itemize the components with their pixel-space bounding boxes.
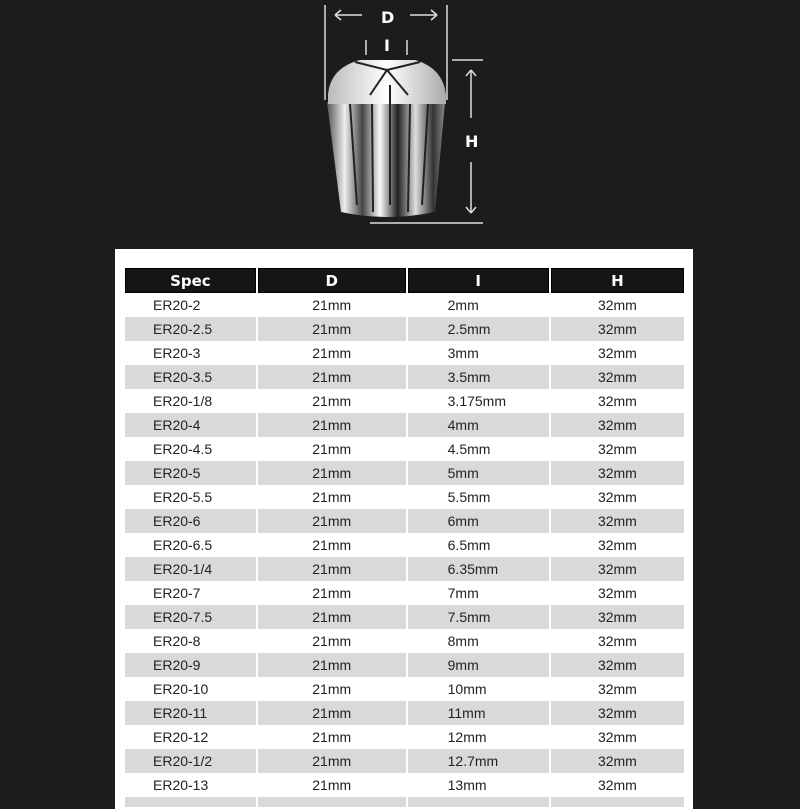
cell-d: 21mm <box>312 633 352 649</box>
cell-d: 21mm <box>312 345 352 361</box>
cell-h: 32mm <box>551 605 684 629</box>
cell-i: 3.175mm <box>447 393 506 409</box>
cell-i: 4mm <box>408 413 549 437</box>
cell-d: 21mm <box>312 729 352 745</box>
cell-h: 32mm <box>597 345 637 361</box>
spec-table <box>123 268 686 807</box>
cell-d: 21mm <box>258 317 406 341</box>
cell-h: 32mm <box>551 365 684 389</box>
cell-spec: ER20-7 <box>153 585 201 601</box>
cell-spec: ER20-4 <box>125 413 256 437</box>
cell-h: 32mm <box>597 441 637 457</box>
cell-h: 32mm <box>597 489 637 505</box>
table-row <box>125 509 684 533</box>
cell-spec: ER20-6 <box>125 509 256 533</box>
header-d: D <box>258 268 406 293</box>
cell-d: 21mm <box>312 537 352 553</box>
cell-d: 21mm <box>258 557 406 581</box>
cell-i: 2mm <box>447 297 479 313</box>
table-row <box>125 341 684 365</box>
table-row <box>125 725 684 749</box>
cell-h: 32mm <box>597 537 637 553</box>
cell-empty <box>125 797 256 807</box>
cell-spec: ER20-13 <box>153 777 209 793</box>
cell-h: 32mm <box>551 317 684 341</box>
cell-spec: ER20-3 <box>153 345 201 361</box>
cell-i: 2.5mm <box>408 317 549 341</box>
header-i: I <box>408 268 549 293</box>
table-row <box>125 365 684 389</box>
cell-empty <box>408 797 549 807</box>
table-row <box>125 773 684 797</box>
cell-spec: ER20-3.5 <box>125 365 256 389</box>
cell-spec: ER20-1/8 <box>153 393 213 409</box>
cell-empty <box>258 797 406 807</box>
cell-spec: ER20-2.5 <box>125 317 256 341</box>
cell-h: 32mm <box>551 653 684 677</box>
table-row <box>125 701 684 725</box>
table-row <box>125 437 684 461</box>
cell-spec: ER20-12 <box>153 729 209 745</box>
table-row <box>125 629 684 653</box>
cell-d: 21mm <box>258 701 406 725</box>
cell-i: 5mm <box>408 461 549 485</box>
cell-h: 32mm <box>551 509 684 533</box>
cell-h: 32mm <box>551 461 684 485</box>
table-row <box>125 557 684 581</box>
cell-empty <box>551 797 684 807</box>
cell-i: 7mm <box>447 585 479 601</box>
header-spec: Spec <box>125 268 256 293</box>
cell-i: 5.5mm <box>447 489 491 505</box>
table-row <box>125 461 684 485</box>
cell-i: 13mm <box>447 777 487 793</box>
cell-d: 21mm <box>258 509 406 533</box>
cell-d: 21mm <box>312 585 352 601</box>
cell-i: 3mm <box>447 345 479 361</box>
cell-spec: ER20-9 <box>125 653 256 677</box>
cell-h: 32mm <box>551 749 684 773</box>
cell-d: 21mm <box>258 653 406 677</box>
cell-spec: ER20-7.5 <box>125 605 256 629</box>
cell-d: 21mm <box>258 413 406 437</box>
cell-spec: ER20-1/2 <box>125 749 256 773</box>
header-h: H <box>551 268 684 293</box>
cell-h: 32mm <box>597 729 637 745</box>
cell-d: 21mm <box>258 749 406 773</box>
table-row <box>125 653 684 677</box>
cell-h: 32mm <box>597 777 637 793</box>
cell-h: 32mm <box>597 681 637 697</box>
cell-d: 21mm <box>312 441 352 457</box>
cell-h: 32mm <box>551 557 684 581</box>
cell-i: 10mm <box>447 681 487 697</box>
cell-i: 11mm <box>408 701 549 725</box>
cell-d: 21mm <box>312 777 352 793</box>
cell-i: 4.5mm <box>447 441 491 457</box>
cell-spec: ER20-5.5 <box>153 489 213 505</box>
cell-spec: ER20-8 <box>153 633 201 649</box>
cell-i: 9mm <box>408 653 549 677</box>
cell-spec: ER20-1/4 <box>125 557 256 581</box>
table-row <box>125 749 684 773</box>
table-header-row <box>125 268 684 293</box>
cell-spec: ER20-10 <box>153 681 209 697</box>
height-label: H <box>465 132 479 151</box>
table-row <box>125 317 684 341</box>
cell-i: 7.5mm <box>408 605 549 629</box>
cell-h: 32mm <box>597 585 637 601</box>
cell-h: 32mm <box>597 633 637 649</box>
spec-panel <box>115 249 693 809</box>
table-row <box>125 293 684 317</box>
table-row <box>125 581 684 605</box>
cell-h: 32mm <box>597 393 637 409</box>
cell-i: 12.7mm <box>408 749 549 773</box>
cell-i: 12mm <box>447 729 487 745</box>
cell-spec: ER20-11 <box>125 701 256 725</box>
inner-diameter-label: I <box>384 36 390 55</box>
cell-h: 32mm <box>597 297 637 313</box>
cell-d: 21mm <box>312 489 352 505</box>
er20-collet-icon <box>300 0 500 240</box>
collet-diagram <box>300 0 500 240</box>
cell-spec: ER20-4.5 <box>153 441 213 457</box>
cell-spec: ER20-2 <box>153 297 201 313</box>
table-row <box>125 413 684 437</box>
table-row <box>125 389 684 413</box>
cell-d: 21mm <box>312 297 352 313</box>
cell-spec: ER20-5 <box>125 461 256 485</box>
cell-i: 6.35mm <box>408 557 549 581</box>
table-row <box>125 485 684 509</box>
table-row <box>125 605 684 629</box>
cell-i: 6.5mm <box>447 537 491 553</box>
cell-i: 3.5mm <box>408 365 549 389</box>
table-row-partial <box>125 797 684 807</box>
cell-spec: ER20-6.5 <box>153 537 213 553</box>
diameter-label: D <box>381 8 395 27</box>
table-row <box>125 677 684 701</box>
cell-d: 21mm <box>312 681 352 697</box>
cell-d: 21mm <box>258 461 406 485</box>
table-row <box>125 533 684 557</box>
cell-d: 21mm <box>258 605 406 629</box>
cell-d: 21mm <box>312 393 352 409</box>
cell-d: 21mm <box>258 365 406 389</box>
cell-i: 6mm <box>408 509 549 533</box>
cell-i: 8mm <box>447 633 479 649</box>
cell-h: 32mm <box>551 413 684 437</box>
cell-h: 32mm <box>551 701 684 725</box>
